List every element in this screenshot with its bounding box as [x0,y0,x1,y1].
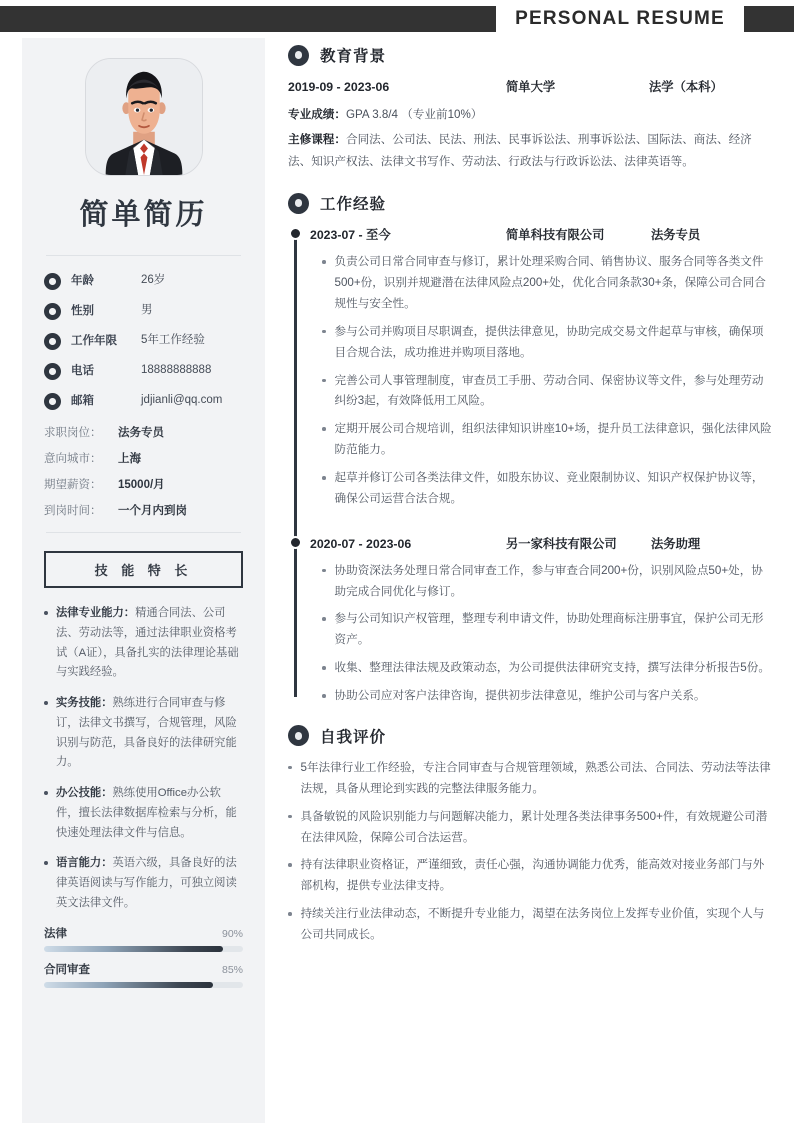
page-header [0,6,794,32]
skill-progress-fill [44,982,213,988]
skill-progress-list [44,925,243,988]
timeline-dot-icon [289,536,302,549]
skill-item [44,784,243,843]
skill-progress-label: 法律 [44,927,67,940]
skill-item [44,604,243,683]
education-row [288,77,772,95]
job-bullet-text: 协助资深法务处理日常合同审查工作，参与审查合同200+份，识别风险点50+处，协助完成合同优化与修订。 [334,563,763,598]
bullet-dot-icon [288,863,292,867]
preference-value: 法务专员 [118,427,164,439]
job-bullet [322,322,772,364]
skill-text: 熟练进行合同审查与修订，法律文书撰写，合规管理，风险识别与防范，具备良好的法律研究能力。 [56,697,237,769]
contact-value: 5年工作经验 [141,334,205,346]
skill-label: 语言能力： [56,857,113,870]
evaluation-text: 具备敏锐的风险识别能力与问题解决能力，累计处理各类法律事务500+件，有效规避公司潜在法律风险，保障公司合法运营。 [300,809,768,844]
skill-item [44,854,243,913]
evaluation-text: 持续关注行业法律动态，不断提升专业能力，渴望在法务岗位上发挥专业价值，实现个人与公司共同成长。 [300,907,765,941]
avatar-illustration [86,59,202,175]
bullet-dot-icon [322,569,326,573]
skill-progress-percent: 85% [221,963,243,976]
skill-progress-fill [44,946,223,952]
contact-value: 男 [141,304,153,316]
preference-value: 15000/月 [118,479,165,491]
skills-section-title: 技 能 特 长 [44,551,243,588]
skill-progress-label: 合同审查 [44,963,90,976]
bullet-dot-icon [322,379,326,383]
job-bullet-text: 起草并修订公司各类法律文件，如股东协议、竞业限制协议、知识产权保护协议等，确保公司运营合法合规。 [334,471,764,505]
header-bar-left [0,6,496,32]
job-role: 法务助理 [651,536,701,551]
contact-row-email [44,392,243,410]
job-bullet [322,371,772,413]
skill-progress-track [44,982,243,988]
bullet-dot-icon [322,617,326,621]
skill-label: 办公技能： [56,787,113,800]
bullet-dot-icon [322,427,326,431]
job-date: 2023-07 - 至今 [310,228,391,243]
bullet-dot-icon [44,701,48,705]
bullet-dot-icon [288,815,292,819]
job-role: 法务专员 [651,228,701,243]
job-entry [310,225,772,509]
bullet-dot-icon [44,861,48,865]
skill-progress-percent: 90% [221,927,243,940]
education-date: 2019-09 - 2023-06 [288,80,390,94]
sidebar-divider-top [46,255,241,256]
skill-item [44,694,243,773]
preference-label: 意向城市： [44,453,102,465]
contact-value: 18888888888 [141,364,212,376]
job-bullet-list [310,561,772,707]
contact-row-age [44,272,243,290]
job-preference-list [44,424,243,518]
contact-row-gender [44,302,243,320]
evaluation-item [288,904,772,946]
skill-progress-row [44,961,243,988]
job-bullet-list [310,252,772,509]
bullet-dot-icon [44,791,48,795]
job-company: 简单科技有限公司 [506,228,605,243]
avatar [85,58,203,176]
skill-label: 实务技能： [56,697,113,710]
skill-progress-track [44,946,243,952]
job-company: 另一家科技有限公司 [506,536,617,551]
job-bullet-text: 参与公司并购项目尽职调查，提供法律意见，协助完成交易文件起草与审核，确保项目合规合法，成功推进并购项目落地。 [334,324,764,359]
main-content [288,44,772,953]
education-courses-line [288,129,772,172]
contact-row-experience [44,332,243,350]
bullet-dot-icon [322,666,326,670]
preference-row-city [44,450,243,466]
page-title: PERSONAL RESUME [515,8,725,29]
evaluation-item [288,758,772,800]
bullet-circle-icon [44,273,61,290]
bullet-circle-icon [44,303,61,320]
section-experience [288,192,772,707]
evaluation-list [288,758,772,946]
contact-label: 邮箱 [71,395,94,407]
bullet-dot-icon [322,476,326,480]
bullet-dot-icon [322,260,326,264]
contact-label: 年龄 [71,275,94,287]
skill-text: 熟练使用Office办公软件，擅长法律数据库检索与分析，能快速处理法律文件与信息。 [56,787,237,839]
preference-row-position [44,424,243,440]
timeline-dot-icon [289,227,302,240]
section-circle-icon [288,45,309,66]
section-title: 自我评价 [320,728,387,746]
job-bullet [322,561,772,603]
job-bullet-text: 负责公司日常合同审查与修订，累计处理采购合同、销售协议、服务合同等各类文件500+份，识别并规避潜在法律风险点200+处，优化合同条款30+条，保障公司合同合规性与安全性。 [334,255,766,311]
education-school: 简单大学 [506,80,556,94]
section-title: 工作经验 [320,196,387,214]
contact-info-list [44,272,243,410]
preference-row-salary [44,476,243,492]
job-bullet [322,686,772,707]
bullet-circle-icon [44,333,61,350]
section-education [288,44,772,172]
skill-text: 精通合同法、公司法、劳动法等，通过法律职业资格考试（A证），具备扎实的法律理论基础与实践经验。 [56,607,239,679]
job-bullet-text: 完善公司人事管理制度，审查员工手册、劳动合同、保密协议等文件，参与处理劳动纠纷3起，有效降低用工风险。 [334,373,764,408]
bullet-dot-icon [288,766,292,770]
contact-row-phone [44,362,243,380]
education-gpa-line [288,104,772,125]
education-major: 法学（本科） [649,80,723,94]
experience-timeline [288,225,772,707]
bullet-circle-icon [44,393,61,410]
skills-list [44,604,243,914]
preference-label: 求职岗位： [44,427,102,439]
preference-label: 期望薪资： [44,479,102,491]
preference-value: 一个月内到岗 [118,505,187,517]
job-date: 2020-07 - 2023-06 [310,536,412,551]
job-bullet [322,468,772,510]
job-bullet-text: 定期开展公司合规培训，组织法律知识讲座10+场，提升员工法律意识，强化法律风险防范能力。 [334,422,772,457]
bullet-circle-icon [44,363,61,380]
bullet-dot-icon [322,330,326,334]
job-entry [310,534,772,707]
bullet-dot-icon [44,611,48,615]
sidebar [22,38,265,1123]
education-courses-value: 合同法、公司法、民法、刑法、民事诉讼法、刑事诉讼法、国际法、商法、经济法、知识产权法、法律文书写作、劳动法、行政法与行政诉讼法、法律英语等。 [288,133,752,168]
section-title: 教育背景 [320,48,387,65]
section-self-evaluation [288,725,772,946]
skill-label: 法律专业能力： [56,607,136,619]
contact-label: 性别 [71,305,94,317]
contact-value: jdjianli@qq.com [141,394,223,406]
evaluation-item [288,807,772,849]
education-gpa-value: GPA 3.8/4 （专业前10%） [345,108,483,121]
evaluation-text: 5年法律行业工作经验，专注合同审查与合规管理领域，熟悉公司法、合同法、劳动法等法律法规，具备从理论到实践的完整法律服务能力。 [300,760,771,795]
job-bullet [322,252,772,315]
skill-progress-row [44,925,243,952]
bullet-dot-icon [322,694,326,698]
evaluation-text: 持有法律职业资格证，严谨细致，责任心强，沟通协调能力优秀，能高效对接业务部门与外部机构，提供专业法律支持。 [300,858,765,893]
section-circle-icon [288,193,309,214]
evaluation-item [288,855,772,897]
contact-value: 26岁 [141,274,166,286]
header-bar-right [744,6,794,32]
preference-label: 到岗时间： [44,505,102,517]
preference-row-availability [44,502,243,518]
sidebar-divider-mid [46,532,241,533]
job-bullet [322,419,772,461]
contact-label: 电话 [71,365,94,377]
education-courses-label: 主修课程： [288,133,346,147]
job-bullet-text: 协助公司应对客户法律咨询，提供初步法律意见，维护公司与客户关系。 [334,689,706,703]
skill-text: 英语六级，具备良好的法律英语阅读与写作能力，可独立阅读英文法律文件。 [56,857,237,909]
bullet-dot-icon [288,912,292,916]
job-bullet-text: 参与公司知识产权管理，整理专利申请文件，协助处理商标注册事宜，保护公司无形资产。 [334,612,764,647]
preference-value: 上海 [118,453,141,465]
education-gpa-label: 专业成绩： [288,108,346,121]
avatar-wrapper [44,58,243,176]
job-bullet-text: 收集、整理法律法规及政策动态，为公司提供法律研究支持，撰写法律分析报告5份。 [334,661,770,675]
contact-label: 工作年限 [71,335,117,347]
section-circle-icon [288,725,309,746]
candidate-name: 简单简历 [79,199,208,231]
job-bullet [322,609,772,651]
job-bullet [322,658,772,679]
